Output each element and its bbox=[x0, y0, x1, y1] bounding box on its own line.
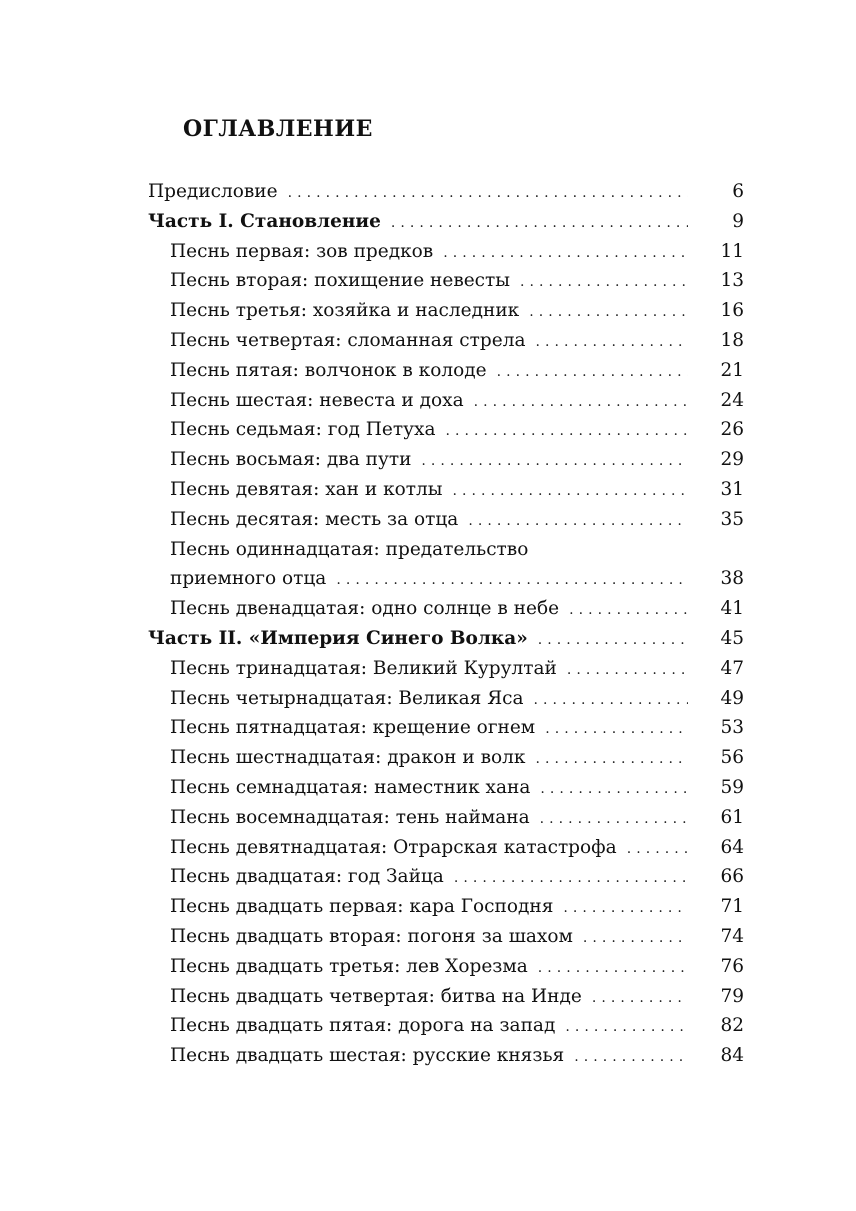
dot-leader bbox=[563, 892, 688, 924]
toc-entry-label: Песнь девятая: хан и котлы bbox=[170, 478, 443, 500]
dot-leader bbox=[391, 207, 688, 239]
dot-leader bbox=[540, 803, 688, 835]
dot-leader bbox=[445, 415, 688, 447]
toc-entry[interactable] bbox=[148, 535, 744, 565]
dot-leader bbox=[529, 296, 688, 328]
toc-page-number: 61 bbox=[720, 806, 744, 828]
toc-entry-label: Песнь шестнадцатая: дракон и волк bbox=[170, 747, 526, 769]
dot-leader bbox=[288, 177, 688, 209]
toc-entry-label: Песнь одиннадцатая: предательство bbox=[170, 538, 529, 560]
toc-entry[interactable] bbox=[148, 475, 744, 505]
toc-page-number: 41 bbox=[720, 598, 744, 620]
toc-entry-label: Песнь двенадцатая: одно солнце в небе bbox=[170, 598, 560, 620]
toc-page-number: 29 bbox=[720, 449, 744, 471]
dot-leader bbox=[534, 684, 688, 716]
toc-page-number: 47 bbox=[720, 657, 744, 679]
toc-entry-label: Песнь четырнадцатая: Великая Яса bbox=[170, 687, 524, 709]
toc-page-number: 49 bbox=[720, 687, 744, 709]
toc-entry-label: Предисловие bbox=[148, 181, 278, 202]
dot-leader bbox=[545, 713, 688, 745]
dot-leader bbox=[569, 594, 688, 626]
toc-entry-label: Песнь пятнадцатая: крещение огнем bbox=[170, 717, 536, 739]
toc-entry-label: Песнь двадцать пятая: дорога на запад bbox=[170, 1015, 556, 1037]
toc-page-number: 59 bbox=[720, 776, 744, 798]
toc-page-number: 66 bbox=[720, 866, 744, 888]
dot-leader bbox=[336, 564, 688, 596]
toc-entry[interactable] bbox=[148, 892, 744, 922]
toc-entry[interactable] bbox=[148, 296, 744, 326]
toc-entry-label: Часть I. Становление bbox=[148, 210, 381, 232]
toc-entry[interactable] bbox=[148, 445, 744, 475]
dot-leader bbox=[540, 773, 688, 805]
toc-page-number: 26 bbox=[720, 419, 744, 441]
toc-entry-label: Песнь семнадцатая: наместник хана bbox=[170, 776, 531, 798]
toc-entry[interactable] bbox=[148, 713, 744, 743]
dot-leader bbox=[592, 982, 688, 1014]
toc-page-number: 16 bbox=[720, 300, 744, 322]
dot-leader bbox=[538, 624, 688, 656]
toc-entry[interactable] bbox=[148, 266, 744, 296]
toc-entry-label: Песнь восемнадцатая: тень наймана bbox=[170, 806, 530, 828]
toc-page-number: 35 bbox=[720, 508, 744, 530]
toc-page-number: 45 bbox=[720, 627, 744, 649]
dot-leader bbox=[538, 952, 688, 984]
toc-page-number: 38 bbox=[720, 568, 744, 590]
dot-leader bbox=[453, 475, 689, 507]
dot-leader bbox=[567, 654, 688, 686]
toc-entry-label: Часть II. «Империя Синего Волка» bbox=[148, 627, 528, 649]
dot-leader bbox=[535, 326, 688, 358]
toc-page-number: 82 bbox=[720, 1015, 744, 1037]
toc-entry-label: Песнь первая: зов предков bbox=[170, 240, 434, 262]
toc-entry[interactable] bbox=[148, 237, 744, 267]
toc-entry-label: Песнь восьмая: два пути bbox=[170, 449, 412, 471]
toc-entry[interactable] bbox=[148, 654, 744, 684]
toc-page-number: 71 bbox=[720, 896, 744, 918]
table-of-contents bbox=[148, 177, 744, 1071]
toc-entry-label: Песнь двадцать первая: кара Господня bbox=[170, 896, 554, 918]
toc-entry[interactable] bbox=[148, 982, 744, 1012]
toc-entry[interactable] bbox=[148, 922, 744, 952]
toc-page-number: 11 bbox=[720, 240, 744, 262]
toc-page-number: 13 bbox=[720, 270, 744, 292]
toc-entry[interactable] bbox=[148, 505, 744, 535]
dot-leader bbox=[535, 743, 688, 775]
dot-leader bbox=[468, 505, 688, 537]
toc-part-heading[interactable] bbox=[148, 624, 744, 654]
toc-page-number: 64 bbox=[720, 836, 744, 858]
toc-page-number: 21 bbox=[720, 359, 744, 381]
toc-entry[interactable] bbox=[148, 803, 744, 833]
dot-leader bbox=[421, 445, 688, 477]
toc-entry[interactable] bbox=[148, 326, 744, 356]
toc-entry-label: Песнь третья: хозяйка и наследник bbox=[170, 300, 520, 322]
dot-leader bbox=[497, 356, 688, 388]
toc-entry-label: Песнь пятая: волчонок в колоде bbox=[170, 359, 487, 381]
dot-leader bbox=[474, 386, 688, 418]
toc-entry-label: Песнь шестая: невеста и доха bbox=[170, 389, 464, 411]
toc-page-number: 53 bbox=[720, 717, 744, 739]
toc-page-number: 56 bbox=[720, 747, 744, 769]
toc-entry-label: Песнь тринадцатая: Великий Курултай bbox=[170, 657, 557, 679]
toc-entry[interactable] bbox=[148, 594, 744, 624]
toc-entry[interactable] bbox=[148, 1041, 744, 1071]
toc-page-number: 79 bbox=[720, 985, 744, 1007]
toc-entry[interactable] bbox=[148, 833, 744, 863]
dot-leader bbox=[454, 862, 688, 894]
dot-leader bbox=[574, 1041, 688, 1073]
dot-leader bbox=[565, 1011, 688, 1043]
dot-leader bbox=[627, 833, 688, 865]
toc-entry-label: Песнь десятая: месть за отца bbox=[170, 508, 459, 530]
toc-entry[interactable] bbox=[148, 177, 744, 207]
toc-page-number: 74 bbox=[720, 925, 744, 947]
toc-entry-label: Песнь двадцать шестая: русские князья bbox=[170, 1045, 565, 1067]
toc-entry-label-continued: приемного отца bbox=[170, 568, 327, 590]
toc-entry[interactable] bbox=[148, 356, 744, 386]
toc-part-heading[interactable] bbox=[148, 207, 744, 237]
toc-entry-label: Песнь двадцатая: год Зайца bbox=[170, 866, 444, 888]
dot-leader bbox=[583, 922, 688, 954]
toc-page-number: 76 bbox=[720, 955, 744, 977]
toc-entry[interactable] bbox=[148, 743, 744, 773]
toc-entry[interactable] bbox=[148, 862, 744, 892]
toc-entry-label: Песнь вторая: похищение невесты bbox=[170, 270, 511, 292]
toc-entry[interactable] bbox=[148, 386, 744, 416]
toc-page-number: 84 bbox=[720, 1045, 744, 1067]
toc-entry-continuation[interactable] bbox=[148, 564, 744, 594]
toc-entry[interactable] bbox=[148, 952, 744, 982]
toc-page-number: 31 bbox=[720, 478, 744, 500]
toc-entry[interactable] bbox=[148, 684, 744, 714]
toc-entry[interactable] bbox=[148, 773, 744, 803]
toc-entry-label: Песнь седьмая: год Петуха bbox=[170, 419, 436, 441]
toc-entry-label: Песнь двадцать третья: лев Хорезма bbox=[170, 955, 528, 977]
toc-entry-label: Песнь четвертая: сломанная стрела bbox=[170, 329, 526, 351]
toc-entry-label: Песнь девятнадцатая: Отрарская катастрофа bbox=[170, 836, 617, 858]
toc-entry-label: Песнь двадцать вторая: погоня за шахом bbox=[170, 925, 573, 947]
toc-page-number: 9 bbox=[732, 210, 744, 232]
dot-leader bbox=[443, 237, 688, 269]
toc-page-number: 18 bbox=[720, 329, 744, 351]
page-title: оглавление bbox=[183, 108, 373, 144]
toc-page-number: 24 bbox=[720, 389, 744, 411]
toc-page-number: 6 bbox=[732, 181, 744, 202]
dot-leader bbox=[520, 266, 688, 298]
toc-entry[interactable] bbox=[148, 415, 744, 445]
toc-entry[interactable] bbox=[148, 1011, 744, 1041]
toc-entry-label: Песнь двадцать четвертая: битва на Инде bbox=[170, 985, 582, 1007]
